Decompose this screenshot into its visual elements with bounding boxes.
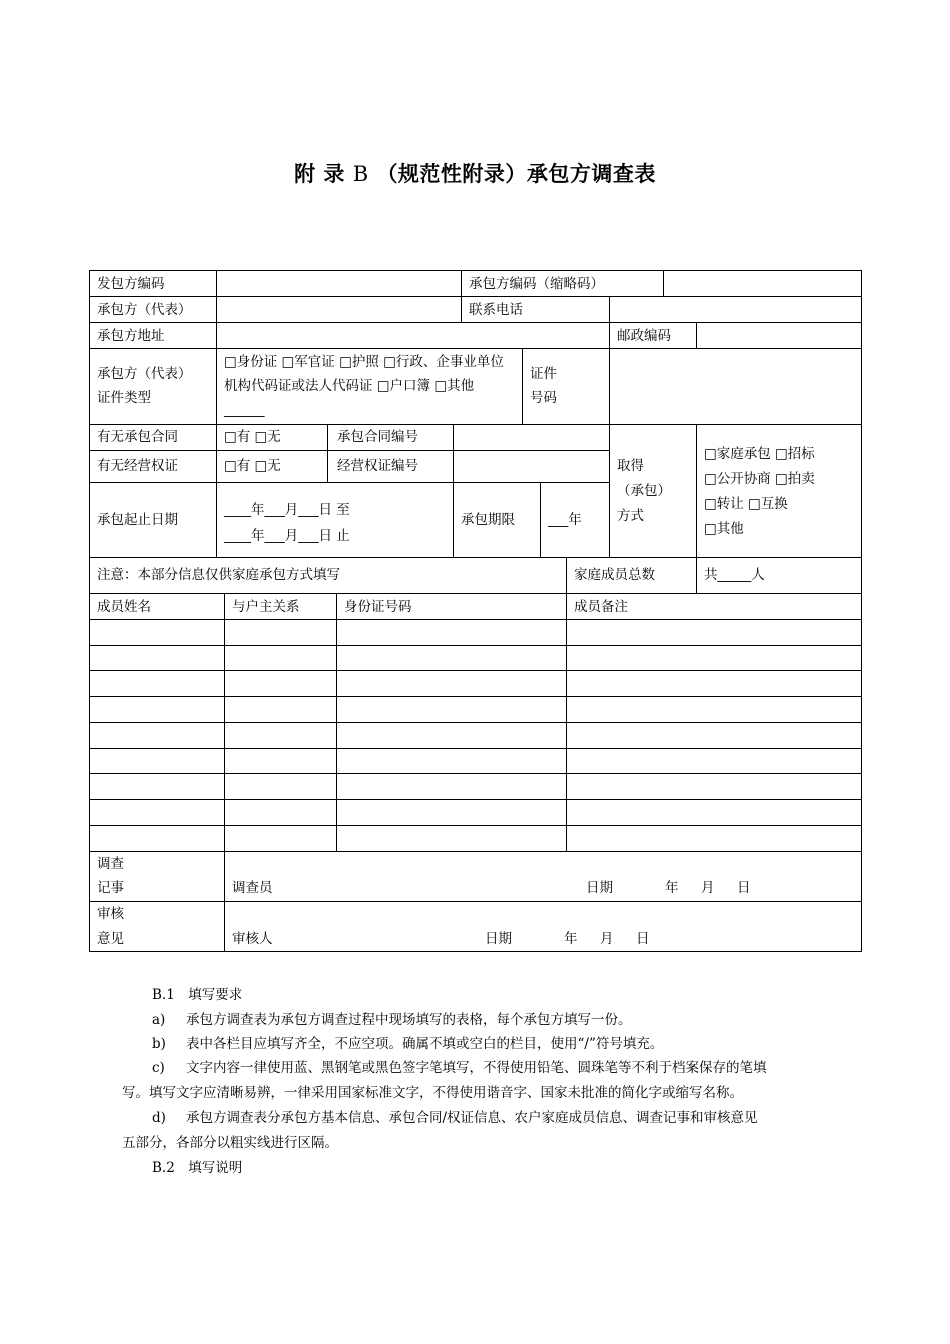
label-contract-no: 承包合同编号: [337, 429, 418, 445]
method-options-4: □其他: [704, 521, 744, 537]
method-options-1: □家庭承包 □招标: [704, 446, 815, 462]
label-right-no: 经营权证编号: [337, 458, 418, 474]
note-c-cont: 写。填写文字应清晰易辨，一律采用国家标准文字，不得使用谐音字、国家未批准的简化字或缩写名称。: [122, 1085, 743, 1101]
family-note: 注意：本部分信息仅供家庭承包方式填写: [97, 567, 340, 583]
page-title: 附 录 B （规范性附录）承包方调查表: [294, 162, 656, 186]
note-a: a) 承包方调查表为承包方调查过程中现场填写的表格，每个承包方填写一份。: [152, 1012, 632, 1028]
label-id-number-2: 号码: [530, 390, 557, 406]
label-has-right: 有无经营权证: [97, 458, 178, 474]
label-id-type-1: 承包方（代表）: [97, 366, 192, 382]
col-id-number: 身份证号码: [344, 599, 412, 615]
note-c: c) 文字内容一律使用蓝、黑钢笔或黑色签字笔填写，不得使用铅笔、圆珠笔等不利于档案保存的笔填: [152, 1060, 767, 1076]
label-audit-1: 审核: [97, 906, 124, 922]
has-contract-options: □有 □无: [224, 429, 281, 445]
label-audit-date: 日期: [485, 931, 512, 947]
label-audit-year: 年: [564, 931, 578, 947]
label-audit-day: 日: [636, 931, 650, 947]
family-total-value: 共_____人: [704, 567, 765, 583]
note-d-cont: 五部分，各部分以粗实线进行区隔。: [122, 1135, 338, 1151]
heading-b2: B.2 填写说明: [152, 1160, 243, 1176]
label-survey-year: 年: [665, 880, 679, 896]
label-audit-month: 月: [600, 931, 614, 947]
label-survey-month: 月: [701, 880, 715, 896]
period-start: ____年___月___日 至: [224, 502, 350, 518]
label-survey-1: 调查: [97, 856, 124, 872]
label-term: 承包期限: [461, 512, 515, 528]
label-method-1: 取得: [617, 458, 644, 474]
label-fabao-code: 发包方编码: [97, 276, 165, 292]
label-chengbao-code: 承包方编码（缩略码）: [469, 276, 604, 292]
label-method-2: （承包）: [617, 483, 671, 499]
id-options-line-3: ______: [224, 402, 265, 418]
label-survey-day: 日: [737, 880, 751, 896]
has-right-options: □有 □无: [224, 458, 281, 474]
method-options-3: □转让 □互换: [704, 496, 788, 512]
label-chengbao-rep: 承包方（代表）: [97, 302, 192, 318]
label-address: 承包方地址: [97, 328, 165, 344]
note-d: d) 承包方调查表分承包方基本信息、承包合同/权证信息、农户家庭成员信息、调查记事和审核意见: [152, 1110, 758, 1126]
label-method-3: 方式: [617, 508, 644, 524]
label-survey-2: 记事: [97, 880, 124, 896]
id-options-line-1: □身份证 □军官证 □护照 □行政、企事业单位: [224, 354, 504, 370]
form-border: [90, 271, 862, 952]
label-id-number-1: 证件: [530, 366, 557, 382]
col-remark: 成员备注: [574, 599, 628, 615]
method-options-2: □公开协商 □拍卖: [704, 471, 815, 487]
label-period: 承包起止日期: [97, 512, 178, 528]
label-survey-date: 日期: [586, 880, 613, 896]
note-b: b) 表中各栏目应填写齐全，不应空项。确属不填或空白的栏目，使用“/”符号填充。: [152, 1036, 664, 1052]
term-value: ___年: [548, 512, 582, 528]
label-phone: 联系电话: [469, 302, 523, 318]
label-audit-2: 意见: [97, 931, 124, 947]
period-end: ____年___月___日 止: [224, 528, 350, 544]
label-auditor: 审核人: [232, 931, 273, 947]
col-relation: 与户主关系: [232, 599, 300, 615]
label-family-total: 家庭成员总数: [574, 567, 655, 583]
heading-b1: B.1 填写要求: [152, 987, 243, 1003]
label-has-contract: 有无承包合同: [97, 429, 178, 445]
label-id-type-2: 证件类型: [97, 390, 151, 406]
label-surveyor: 调查员: [232, 880, 273, 896]
id-options-line-2: 机构代码证或法人代码证 □户口簿 □其他: [224, 378, 475, 394]
col-member-name: 成员姓名: [97, 599, 151, 615]
label-postcode: 邮政编码: [617, 328, 671, 344]
